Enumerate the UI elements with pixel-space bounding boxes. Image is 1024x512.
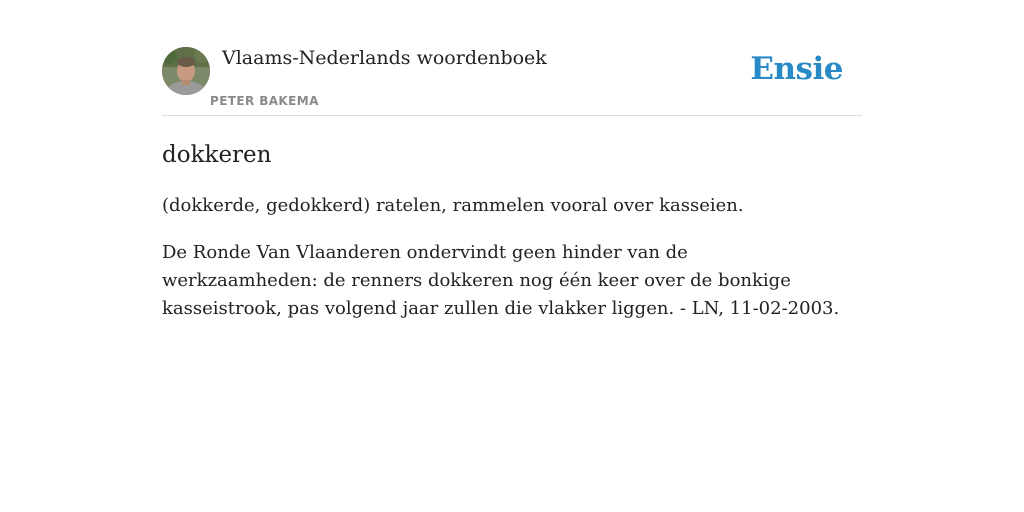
author-name[interactable]: PETER BAKEMA bbox=[210, 94, 319, 108]
entry-header bbox=[162, 0, 862, 116]
entry-example: De Ronde Van Vlaanderen ondervindt geen hinder van de werkzaamheden: de renners dokkeren nog één keer over de bonkige kasseistrook, pas volgend jaar zullen die vlakker liggen. - LN, 11-02-2003. bbox=[162, 242, 840, 319]
avatar-photo-icon bbox=[162, 47, 210, 95]
brand-logo[interactable]: Ensie bbox=[750, 51, 843, 87]
entry-term: dokkeren bbox=[162, 142, 272, 168]
dictionary-title[interactable]: Vlaams-Nederlands woordenboek bbox=[222, 47, 547, 69]
entry-card bbox=[162, 0, 862, 319]
author-avatar[interactable] bbox=[162, 47, 210, 95]
entry-definition: (dokkerde, gedokkerd) ratelen, rammelen vooral over kasseien. bbox=[162, 195, 744, 216]
